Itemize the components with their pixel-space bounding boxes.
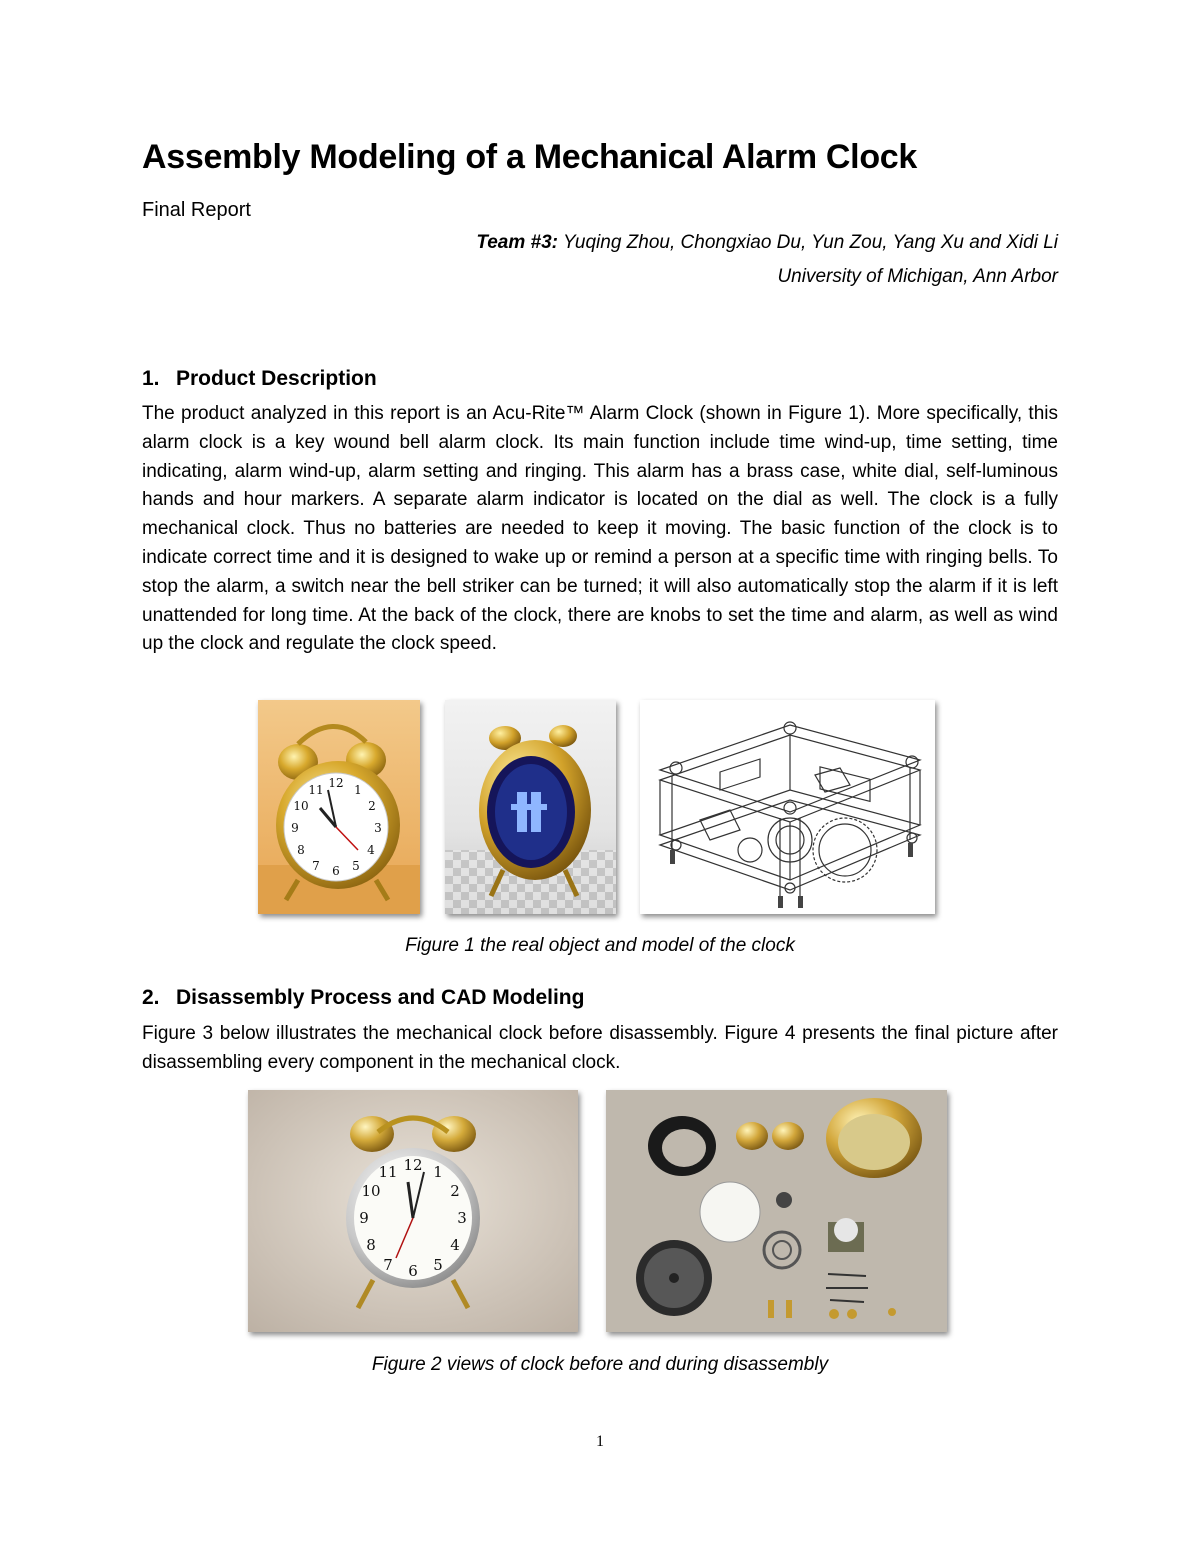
section-body-1: The product analyzed in this report is an Acu-Rite™ Alarm Clock (shown in Figure 1). More specifically, this alarm clock is a key wound bell alarm clock. Its main function include time wind-up, time setting, time indicating, alarm wind-up, alarm setting and ringing. This alarm has a brass case, white dial, self-luminous hands and hour markers. A separate alarm indicator is located on the dial as well. The clock is a fully mechanical clock. Thus no batteries are needed to keep it moving. The basic function of the clock is to indicate correct time and it is designed to wake up or remind a person at a specific time with ringing bells. To stop the alarm, a switch near the bell striker can be turned; it will also automatically stop the alarm if it is left unattended for long time. At the back of the clock, there are knobs to set the time and alarm, as well as wind up the clock and regulate the clock speed.	[142, 403, 1058, 655]
clock-numeral-12: 12	[328, 776, 344, 790]
figure-1-cad-wireframe	[640, 700, 935, 914]
clock-numeral-2: 2	[450, 1182, 460, 1200]
clock-numeral-11: 11	[308, 783, 324, 797]
figure-1-caption: Figure 1 the real object and model of the clock	[405, 935, 795, 956]
clock-numeral-5: 5	[433, 1256, 443, 1274]
document-title: Assembly Modeling of a Mechanical Alarm Clock	[142, 138, 918, 176]
section-heading-1	[142, 367, 377, 391]
clock-numeral-1: 1	[354, 783, 362, 797]
team-label: Team #3:	[476, 232, 559, 253]
section-body-2: Figure 3 below illustrates the mechanical clock before disassembly. Figure 4 presents the final picture after disassembling every component in the mechanical clock.	[142, 1023, 1058, 1073]
clock-numeral-9: 9	[291, 821, 299, 835]
clock-numeral-8: 8	[297, 843, 305, 857]
figure-2-photo-disassembled-parts	[606, 1090, 947, 1332]
figure-2-photo-assembled-clock	[248, 1090, 578, 1332]
team-line	[476, 232, 1058, 254]
clock-numeral-7: 7	[312, 859, 320, 873]
figure-1-cad-render-front	[445, 700, 616, 914]
clock-numeral-6: 6	[332, 864, 340, 878]
team-members: Yuqing Zhou, Chongxiao Du, Yun Zou, Yang Xu and Xidi Li	[558, 232, 1058, 253]
page-number: 1	[596, 1433, 604, 1450]
section-number: 2.	[142, 986, 160, 1009]
affiliation: University of Michigan, Ann Arbor	[777, 266, 1058, 287]
clock-numeral-8: 8	[366, 1236, 376, 1254]
document-subtitle: Final Report	[142, 199, 251, 221]
clock-numeral-11: 11	[378, 1163, 398, 1181]
clock-numeral-3: 3	[374, 821, 382, 835]
clock-numeral-4: 4	[450, 1236, 460, 1254]
clock-numeral-5: 5	[352, 859, 360, 873]
clock-numeral-7: 7	[383, 1256, 393, 1274]
clock-numeral-10: 10	[293, 799, 309, 813]
clock-numeral-4: 4	[367, 843, 375, 857]
clock-numeral-12: 12	[403, 1156, 423, 1174]
section-heading-2	[142, 986, 584, 1010]
clock-numeral-6: 6	[408, 1262, 418, 1280]
clock-numeral-3: 3	[457, 1209, 467, 1227]
clock-numeral-9: 9	[359, 1209, 369, 1227]
clock-numeral-2: 2	[368, 799, 376, 813]
figure-2-caption: Figure 2 views of clock before and during disassembly	[371, 1354, 829, 1375]
clock-numeral-1: 1	[433, 1163, 443, 1181]
figure-1-photo-real-clock	[258, 700, 420, 914]
clock-numeral-10: 10	[361, 1182, 381, 1200]
section-title: Disassembly Process and CAD Modeling	[176, 986, 585, 1009]
section-title: Product Description	[176, 367, 377, 390]
section-number: 1.	[142, 367, 160, 390]
